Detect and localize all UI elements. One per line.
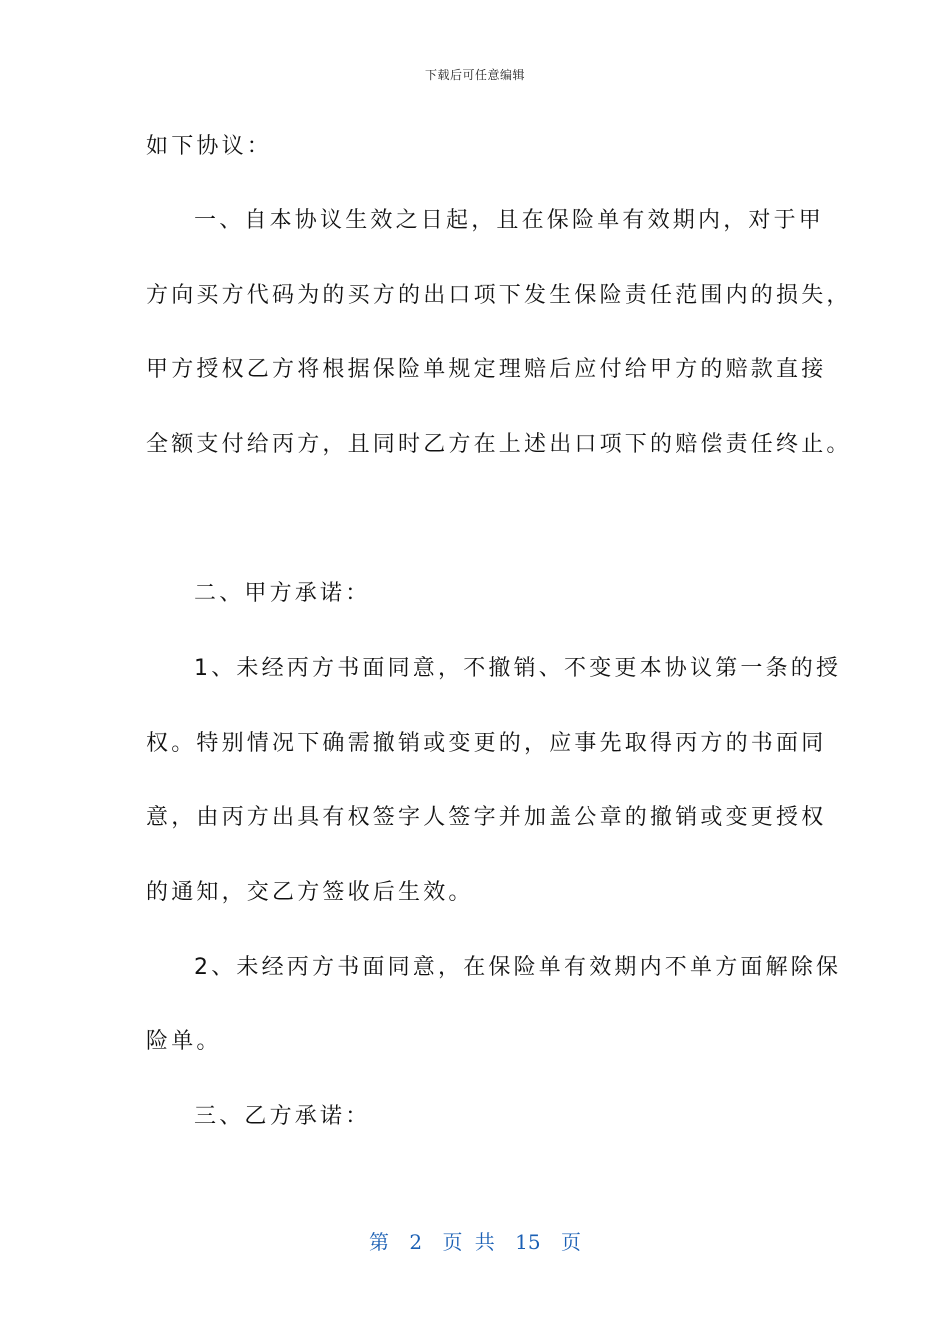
paragraph-line: 意，由丙方出具有权签字人签字并加盖公章的撤销或变更授权 <box>146 805 827 830</box>
paragraph-line: 全额支付给丙方，且同时乙方在上述出口项下的赔偿责任终止。 <box>146 432 852 457</box>
page-label-mid: 页 共 <box>442 1230 495 1254</box>
paragraph-line: 1、未经丙方书面同意，不撤销、不变更本协议第一条的授 <box>194 656 842 681</box>
paragraph-line: 一、自本协议生效之日起，且在保险单有效期内，对于甲 <box>194 208 825 233</box>
paragraph-line: 权。特别情况下确需撤销或变更的，应事先取得丙方的书面同 <box>146 731 827 756</box>
paragraph-line: 方向买方代码为的买方的出口项下发生保险责任范围内的损失， <box>146 283 852 308</box>
paragraph-line: 2、未经丙方书面同意，在保险单有效期内不单方面解除保 <box>194 955 842 980</box>
paragraph-line: 甲方授权乙方将根据保险单规定理赔后应付给甲方的赔款直接 <box>146 357 827 382</box>
page-label-prefix: 第 <box>369 1230 389 1254</box>
page-number <box>0 1226 950 1255</box>
paragraph-line: 如下协议： <box>146 134 273 159</box>
paragraph-line: 险单。 <box>146 1029 222 1054</box>
paragraph-line: 的通知，交乙方签收后生效。 <box>146 880 474 905</box>
header-note: 下载后可任意编辑 <box>424 68 525 82</box>
page-label-suffix: 页 <box>560 1230 581 1254</box>
section-heading: 三、乙方承诺： <box>194 1104 371 1129</box>
total-pages: 15 <box>515 1230 541 1254</box>
current-page: 2 <box>409 1230 423 1254</box>
section-heading: 二、甲方承诺： <box>194 581 371 606</box>
